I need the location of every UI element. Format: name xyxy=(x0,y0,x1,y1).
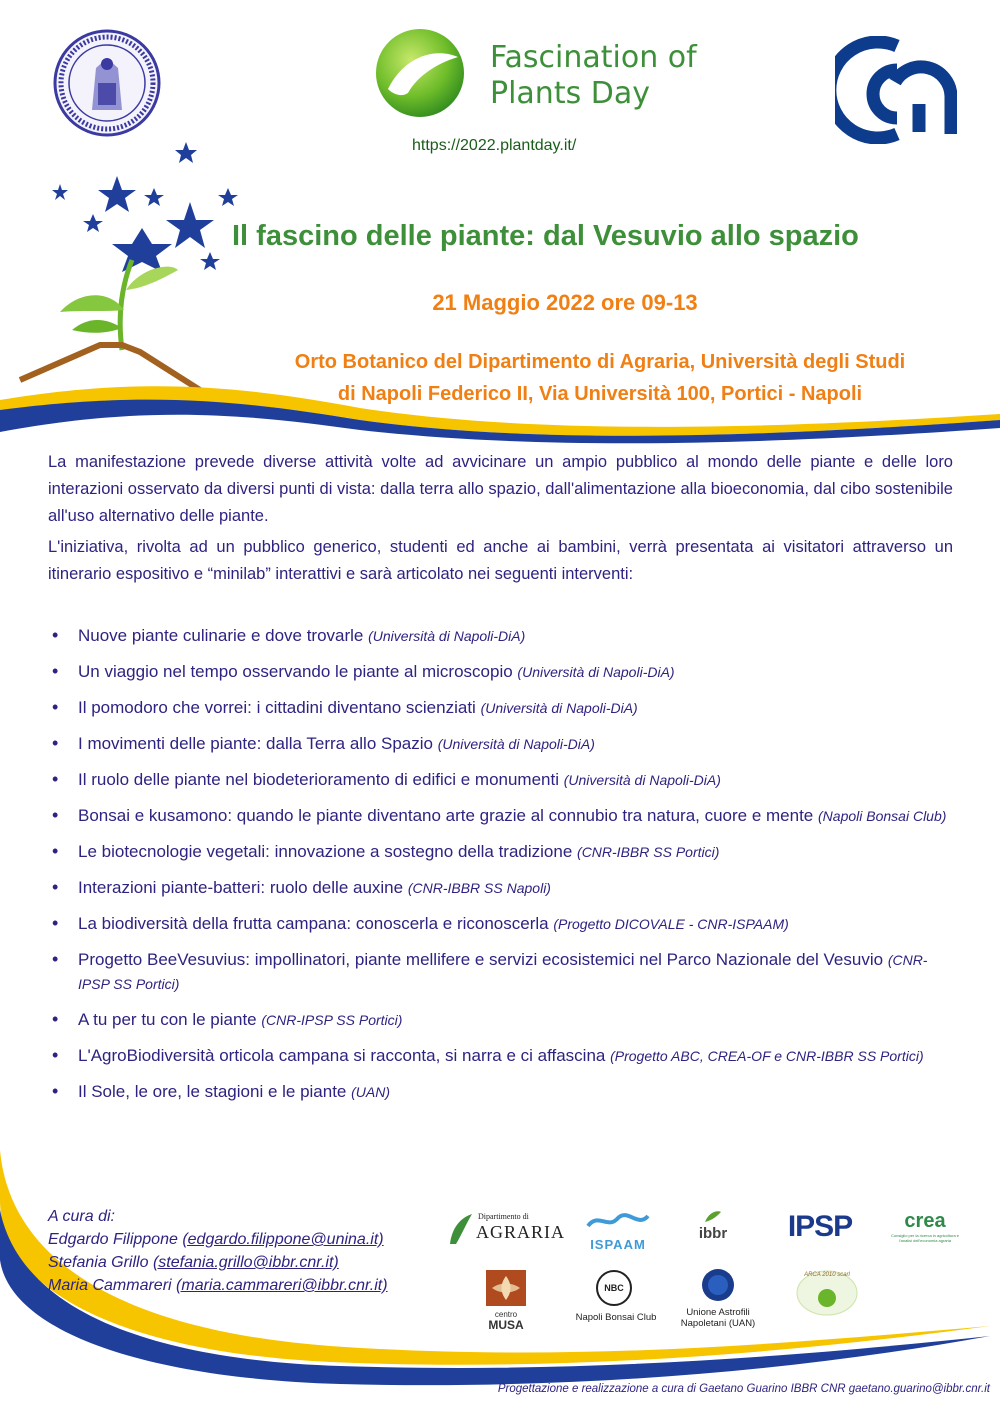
list-item xyxy=(50,660,955,684)
activity-org: (CNR-IPSP SS Portici) xyxy=(78,952,928,992)
ipsp-logo: IPSP xyxy=(787,1210,853,1243)
agraria-main-text: AGRARIA xyxy=(476,1222,566,1242)
list-item xyxy=(50,912,955,936)
activity-org: (Progetto DICOVALE - CNR-ISPAAM) xyxy=(553,916,789,932)
list-item xyxy=(50,1080,955,1104)
curator-email-link[interactable]: (stefania.grillo@ibbr.cnr.it) xyxy=(152,1254,339,1271)
activities-list xyxy=(50,624,955,1116)
list-item xyxy=(50,732,955,756)
curators-heading: A cura di: xyxy=(48,1208,115,1225)
list-item xyxy=(50,1008,955,1032)
crea-subtitle: Consiglio per la ricerca in agricoltura e l'analisi dell'economia agraria xyxy=(890,1233,960,1243)
activity-org: (CNR-IBBR SS Portici) xyxy=(577,844,720,860)
list-item xyxy=(50,876,955,900)
activity-title: A tu per tu con le piante xyxy=(78,1010,257,1029)
napoli-bonsai-club-logo xyxy=(568,1270,664,1326)
crea-logo xyxy=(890,1210,960,1244)
venue-line-1: Orto Botanico del Dipartimento di Agraria, Università degli Studi xyxy=(294,351,906,373)
intro-text xyxy=(48,449,953,592)
activity-org: (Università di Napoli-DiA) xyxy=(437,736,595,752)
activity-org: (Progetto ABC, CREA-OF e CNR-IBBR SS Portici) xyxy=(610,1048,924,1064)
curator-row xyxy=(48,1251,388,1274)
ibbr-logo xyxy=(688,1210,738,1244)
list-item xyxy=(50,948,955,996)
agraria-logo xyxy=(448,1208,568,1248)
plants-day-leaf-logo xyxy=(374,27,466,119)
activity-title: Il pomodoro che vorrei: i cittadini diventano scienziati xyxy=(78,698,476,717)
curators-block xyxy=(48,1205,388,1297)
activity-title: Il ruolo delle piante nel biodeterioramento di edifici e monumenti xyxy=(78,770,560,789)
list-item xyxy=(50,804,955,828)
activity-org: (Università di Napoli-DiA) xyxy=(480,700,638,716)
ibbr-text: ibbr xyxy=(698,1225,728,1242)
crea-text: crea xyxy=(904,1210,946,1232)
activity-org: (Napoli Bonsai Club) xyxy=(818,808,947,824)
plants-day-title-line2: Plants Day xyxy=(490,76,650,111)
activity-title: I movimenti delle piante: dalla Terra allo Spazio xyxy=(78,734,433,753)
bonsai-text: Napoli Bonsai Club xyxy=(575,1312,657,1323)
curator-name: Stefania Grillo xyxy=(48,1254,149,1271)
activity-org: (Università di Napoli-DiA) xyxy=(563,772,721,788)
activity-title: Nuove piante culinarie e dove trovarle xyxy=(78,626,364,645)
uan-text-line2: Napoletani (UAN) xyxy=(680,1318,756,1329)
activity-title: Il Sole, le ore, le stagioni e le piante xyxy=(78,1082,347,1101)
intro-paragraph-2: L'iniziativa, rivolta ad un pubblico generico, studenti ed anche ai bambini, verrà presentata ai visitatori attraverso un itinerario espositivo e “minilab” interattivi e sarà articolato nei seguenti interventi: xyxy=(48,538,953,583)
centro-musa-logo xyxy=(486,1270,526,1332)
agraria-leaf-icon xyxy=(448,1212,474,1246)
list-item xyxy=(50,840,955,864)
footer-credits: Progettazione e realizzazione a cura di Gaetano Guarino IBBR CNR gaetano.guarino@ibbr.cnr.it xyxy=(497,1383,990,1395)
uan-text-line1: Unione Astrofili xyxy=(686,1307,750,1318)
list-item xyxy=(50,768,955,792)
bonsai-badge: NBC xyxy=(596,1270,632,1306)
university-seal-logo xyxy=(52,28,162,138)
curator-row xyxy=(48,1274,388,1297)
curator-email-link[interactable]: (edgardo.filippone@unina.it) xyxy=(182,1231,384,1248)
curator-name: Edgardo Filippone xyxy=(48,1231,178,1248)
ibbr-leaf-icon xyxy=(703,1210,723,1224)
ispaam-text: ISPAAM xyxy=(590,1237,646,1252)
musa-flower-icon xyxy=(486,1270,526,1306)
website-link[interactable]: https://2022.plantday.it/ xyxy=(412,137,577,154)
activity-title: Le biotecnologie vegetali: innovazione a sostegno della tradizione xyxy=(78,842,573,861)
activity-org: (CNR-IBBR SS Napoli) xyxy=(407,880,551,896)
event-title: Il fascino delle piante: dal Vesuvio allo spazio xyxy=(232,220,859,252)
activity-title: La biodiversità della frutta campana: conoscerla e riconoscerla xyxy=(78,914,549,933)
musa-top-text: centro xyxy=(494,1310,518,1319)
activity-org: (Università di Napoli-DiA) xyxy=(517,664,675,680)
ispaam-wave-icon xyxy=(586,1210,650,1232)
activity-title: Interazioni piante-batteri: ruolo delle auxine xyxy=(78,878,404,897)
musa-main-text: MUSA xyxy=(488,1318,524,1332)
activity-org: (Università di Napoli-DiA) xyxy=(368,628,526,644)
event-venue xyxy=(200,346,1000,410)
activity-title: Progetto BeeVesuvius: impollinatori, piante mellifere e servizi ecosistemici nel Parco Nazionale del Vesuvio xyxy=(78,950,884,969)
list-item xyxy=(50,624,955,648)
intro-paragraph-1: La manifestazione prevede diverse attività volte ad avvicinare un ampio pubblico al mondo delle piante e delle loro interazioni osservato da diversi punti di vista: dalla terra allo spazio, dall'alimentazione alla bioeconomia, dal cibo sostenibile all'uso alternativo delle piante. xyxy=(48,453,953,525)
ispaam-logo xyxy=(584,1210,652,1250)
activity-title: Un viaggio nel tempo osservando le piante al microscopio xyxy=(78,662,513,681)
list-item xyxy=(50,1044,955,1068)
arca-text: ARCA 2010 scarl xyxy=(804,1272,850,1278)
activity-org: (CNR-IPSP SS Portici) xyxy=(261,1012,403,1028)
agraria-top-text: Dipartimento di xyxy=(478,1212,529,1221)
list-item xyxy=(50,696,955,720)
curator-name: Maria Cammareri xyxy=(48,1277,172,1294)
cnr-logo xyxy=(835,36,957,144)
event-date: 21 Maggio 2022 ore 09-13 xyxy=(432,290,698,315)
curator-row xyxy=(48,1228,388,1251)
arca-logo xyxy=(794,1268,860,1318)
activity-org: (UAN) xyxy=(351,1084,391,1100)
plants-day-title-line1: Fascination of xyxy=(490,40,697,75)
curator-email-link[interactable]: (maria.cammareri@ibbr.cnr.it) xyxy=(176,1277,388,1294)
uan-logo xyxy=(676,1268,760,1330)
uan-planet-icon xyxy=(698,1268,738,1302)
venue-line-2: di Napoli Federico II, Via Università 100, Portici - Napoli xyxy=(337,383,863,405)
activity-title: Bonsai e kusamono: quando le piante diventano arte grazie al connubio tra natura, cuore e mente xyxy=(78,806,814,825)
activity-title: L'AgroBiodiversità orticola campana si racconta, si narra e ci affascina xyxy=(78,1046,606,1065)
